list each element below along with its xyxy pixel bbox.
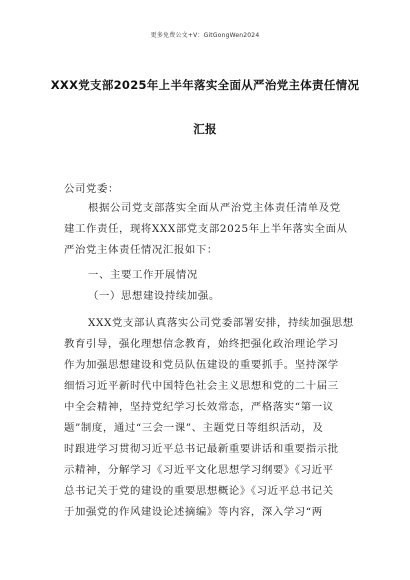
section-heading: 一、主要工作开展情况	[88, 269, 198, 281]
paragraph-line: 时跟进学习贯彻习近平总书记最新重要讲话和重要指示批	[64, 443, 339, 455]
document-title-line-1: XXX党支部2025年上半年落实全面从严治党主体责任情况	[50, 78, 360, 92]
paragraph-line: XXX党支部认真落实公司党委部署安排，持续加强思想	[88, 317, 354, 329]
subsection-heading: （一）思想建设持续加强。	[88, 290, 220, 302]
salutation: 公司党委：	[64, 183, 119, 195]
intro-line: 根据公司党支部落实全面从严治党主体责任清单及党	[88, 202, 341, 214]
paragraph-line: 教育引导，强化理想信念教育，始终把强化政治理论学习	[64, 338, 339, 350]
header-note: 更多免费公文+V：GitGongWen2024	[150, 32, 260, 39]
intro-line: 建工作责任，现将XXX部党支部2025年上半年落实全面从	[64, 223, 348, 235]
paragraph-line: 中全会精神，坚持党纪学习长效常态，严格落实“第一议	[64, 401, 334, 413]
paragraph-line: 作为加强思想建设和党员队伍建设的重要抓手。坚持深学	[64, 359, 339, 371]
paragraph-line: 示精神，分解学习《习近平文化思想学习纲要》《习近平	[64, 464, 334, 476]
intro-line: 严治党主体责任情况汇报如下：	[64, 244, 218, 256]
paragraph-line: 于加强党的作风建设论述摘编》等内容，深入学习“两	[64, 506, 323, 518]
document-title-line-2: 汇报	[193, 122, 217, 136]
paragraph-line: 细悟习近平新时代中国特色社会主义思想和党的二十届三	[64, 380, 339, 392]
paragraph-line: 题”制度，通过“三会一课”、主题党日等组织活动，及	[64, 422, 324, 434]
paragraph-line: 总书记关于党的建设的重要思想概论》《习近平总书记关	[64, 485, 334, 497]
